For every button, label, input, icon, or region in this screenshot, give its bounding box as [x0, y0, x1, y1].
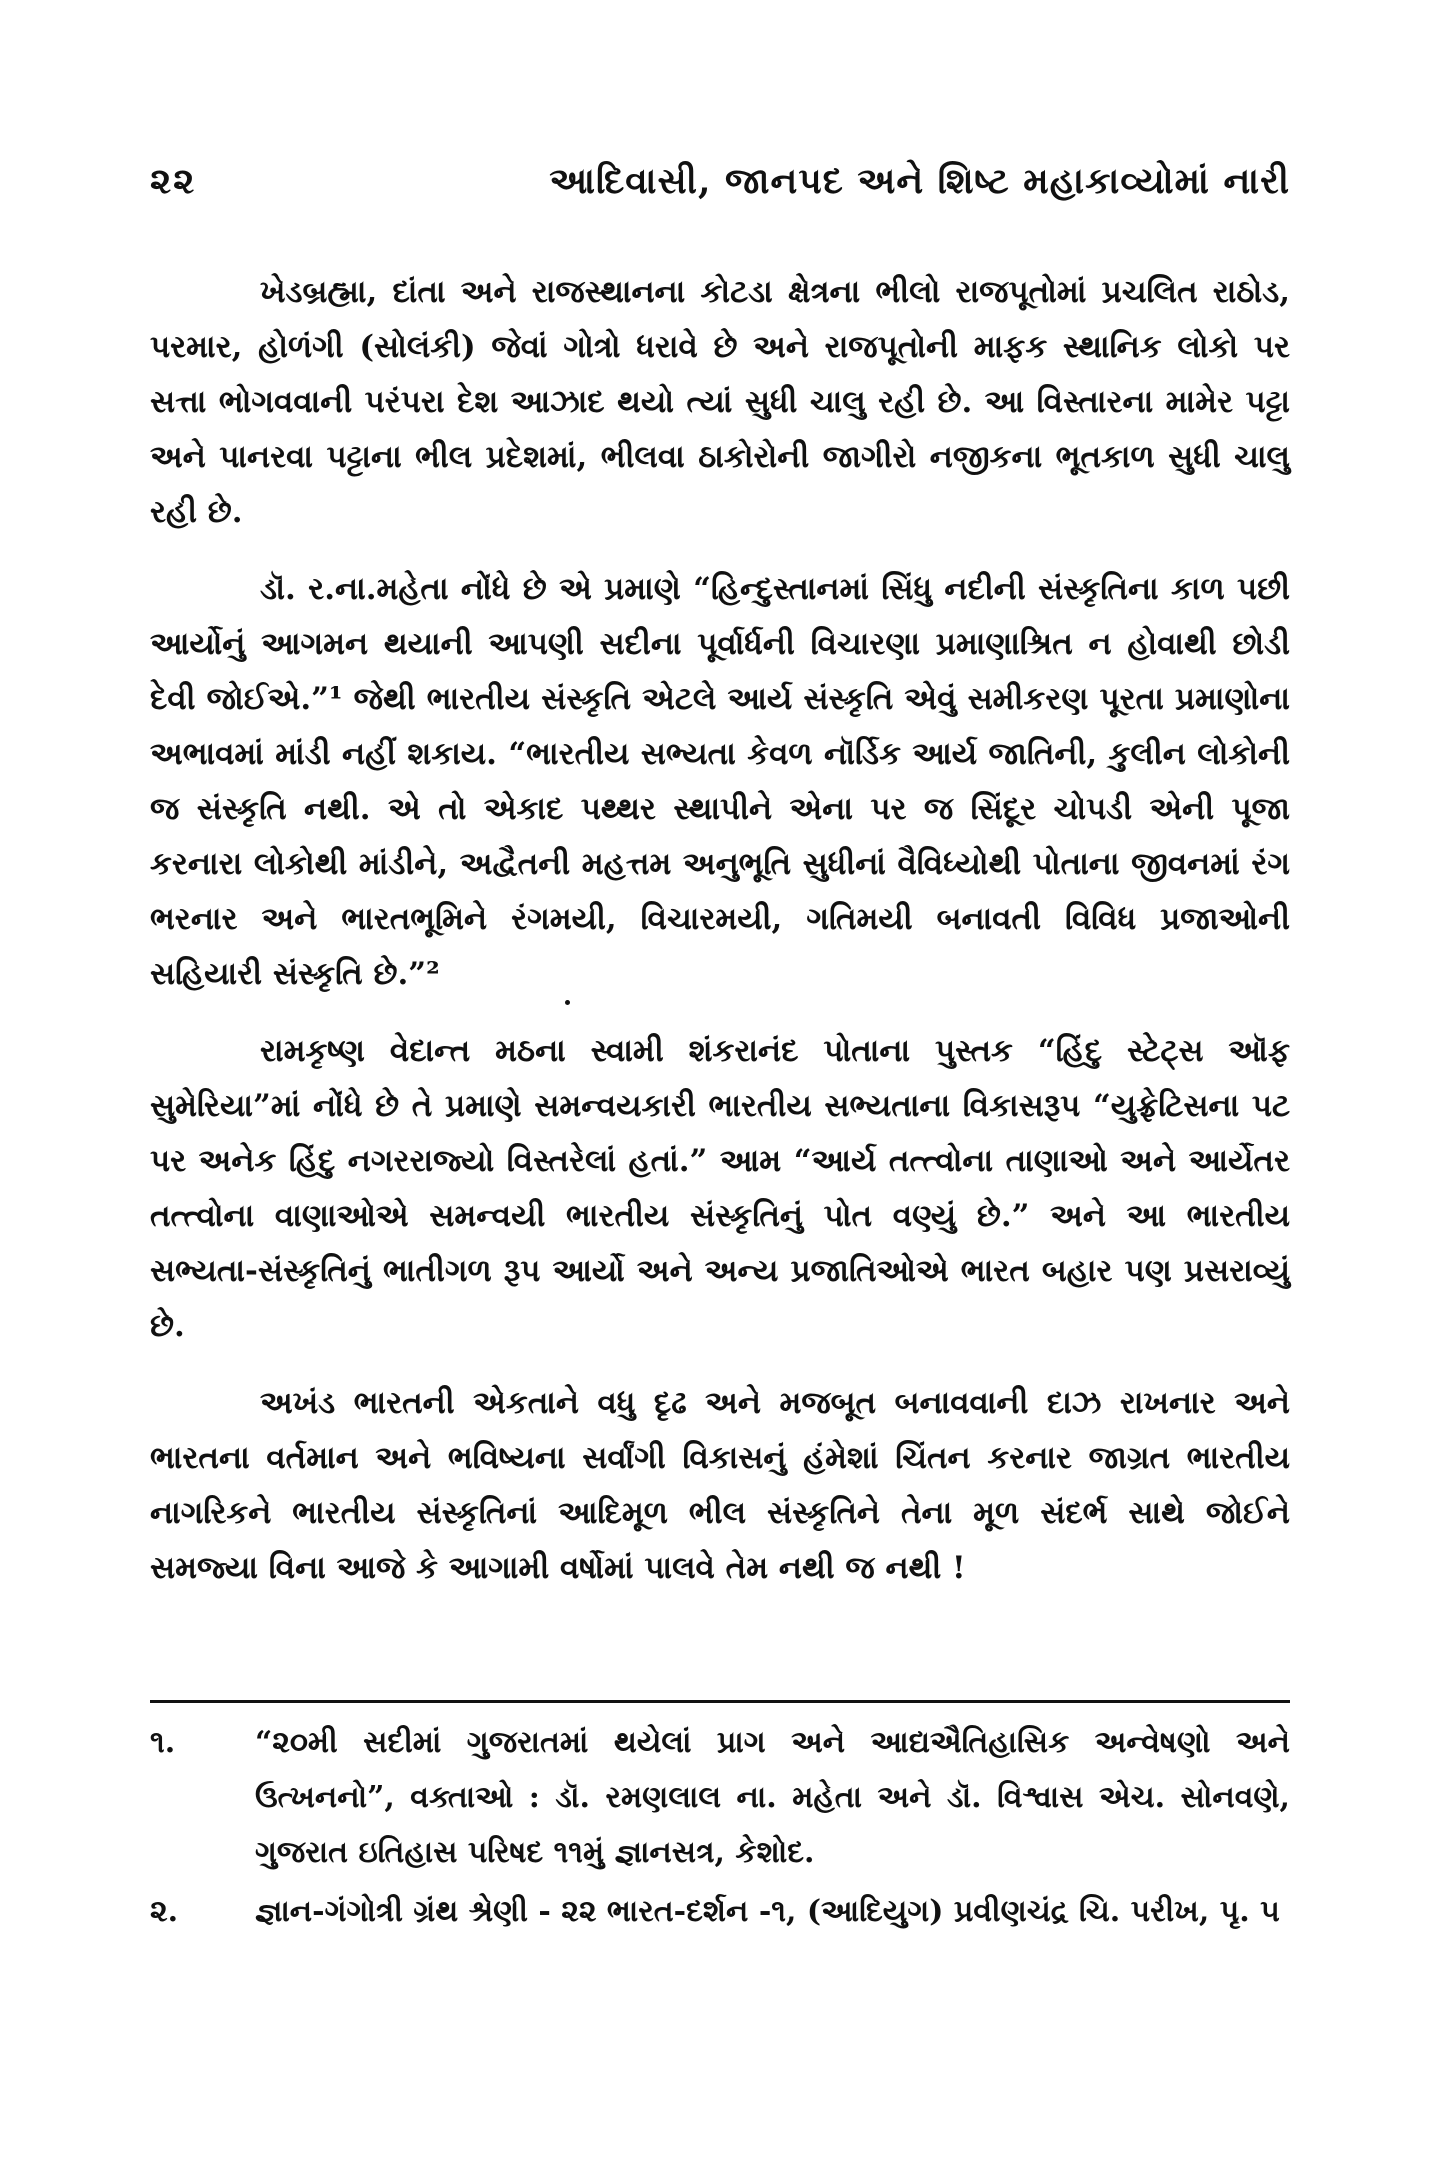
- footnote: [150, 1884, 1290, 1939]
- footnote-divider: [150, 1700, 1290, 1703]
- running-title: આદિવાસી, જાનપદ અને શિષ્ટ મહાકાવ્યોમાં નારી: [549, 160, 1290, 202]
- footnote: [150, 1715, 1290, 1880]
- footnotes: [150, 1715, 1290, 1943]
- paragraph: રામકૃષ્ણ વેદાન્ત મઠના સ્વામી શંકરાનંદ પોતાના પુસ્તક “હિંદુ સ્ટેટ્સ ઑફ સુમેરિયા”માં નોંધે છે તે પ્રમાણે સમન્વયકારી ભારતીય સભ્યતાના વિકાસરૂપ “યુફ્રેટિસના પટ પર અનેક હિંદુ નગરરાજ્યો વિસ્તરેલાં હતાં.” આમ “આર્ય તત્ત્વોના તાણાઓ અને આર્યેતર તત્ત્વોના વાણાઓએ સમન્વયી ભારતીય સંસ્કૃતિનું પોત વણ્યું છે.” અને આ ભારતીય સભ્યતા-સંસ્કૃતિનું ભાતીગળ રૂપ આર્યો અને અન્ય પ્રજાતિઓએ ભારત બહાર પણ પ્રસરાવ્યું છે.: [150, 1033, 1290, 1344]
- page-header: [150, 160, 1290, 220]
- page-number: ૨૨: [150, 160, 197, 202]
- paragraph: ખેડબ્રહ્મા, દાંતા અને રાજસ્થાનના કોટડા ક્ષેત્રના ભીલો રાજપૂતોમાં પ્રચલિત રાઠોડ, પરમાર, હોળંગી (સોલંકી) જેવાં ગોત્રો ધરાવે છે અને રાજપૂતોની માફક સ્થાનિક લોકો પર સત્તા ભોગવવાની પરંપરા દેશ આઝાદ થયો ત્યાં સુધી ચાલુ રહી છે. આ વિસ્તારના મામેર પટ્ટા અને પાનરવા પટ્ટાના ભીલ પ્રદેશમાં, ભીલવા ઠાકોરોની જાગીરો નજીકના ભૂતકાળ સુધી ચાલુ રહી છે.: [150, 274, 1290, 530]
- footnote-number: ૨.: [150, 1894, 179, 1929]
- footnote-number: ૧.: [150, 1725, 176, 1760]
- footnote-text: “૨૦મી સદીમાં ગુજરાતમાં થયેલાં પ્રાગ અને આદ્યઐતિહાસિક અન્વેષણો અને ઉત્ખનનો”, વક્તાઓ : ડૉ. રમણલાલ ના. મહેતા અને ડૉ. વિશ્વાસ એચ. સોનવણે, ગુજરાત ઇતિહાસ પરિષદ ૧૧મું જ્ઞાનસત્ર, કેશોદ.: [255, 1725, 1290, 1870]
- paragraph: અખંડ ભારતની એકતાને વધુ દૃઢ અને મજબૂત બનાવવાની દાઝ રાખનાર અને ભારતના વર્તમાન અને ભવિષ્યના સર્વાંગી વિકાસનું હંમેશાં ચિંતન કરનાર જાગ્રત ભારતીય નાગરિકને ભારતીય સંસ્કૃતિનાં આદિમૂળ ભીલ સંસ્કૃતિને તેના મૂળ સંદર્ભ સાથે જોઈને સમજ્યા વિના આજે કે આગામી વર્ષોમાં પાલવે તેમ નથી જ નથી !: [150, 1385, 1290, 1586]
- body-text: [150, 265, 1290, 1618]
- footnote-text: જ્ઞાન-ગંગોત્રી ગ્રંથ શ્રેણી - ૨૨ ભારત-દર્શન -૧, (આદિયુગ) પ્રવીણચંદ્ર ચિ. પરીખ, પૃ. ૫: [255, 1894, 1280, 1929]
- paragraph: ડૉ. ર.ના.મહેતા નોંધે છે એ પ્રમાણે “હિન્દુસ્તાનમાં સિંધુ નદીની સંસ્કૃતિના કાળ પછી આર્યોનું આગમન થયાની આપણી સદીના પૂર્વાર્ધની વિચારણા પ્રમાણાશ્રિત ન હોવાથી છોડી દેવી જોઈએ.”¹ જેથી ભારતીય સંસ્કૃતિ એટલે આર્ય સંસ્કૃતિ એવું સમીકરણ પૂરતા પ્રમાણોના અભાવમાં માંડી નહીં શકાય. “ભારતીય સભ્યતા કેવળ નૉર્ડિક આર્ય જાતિની, કુલીન લોકોની જ સંસ્કૃતિ નથી. એ તો એકાદ પથ્થર સ્થાપીને એના પર જ સિંદૂર ચોપડી એની પૂજા કરનારા લોકોથી માંડીને, અદ્વૈતની મહત્તમ અનુભૂતિ સુધીનાં વૈવિધ્યોથી પોતાના જીવનમાં રંગ ભરનાર અને ભારતભૂમિને રંગમયી, વિચારમયી, ગતિમયી બનાવતી વિવિધ પ્રજાઓની સહિયારી સંસ્કૃતિ છે.”²: [150, 571, 1290, 992]
- print-speck: [565, 1000, 570, 1005]
